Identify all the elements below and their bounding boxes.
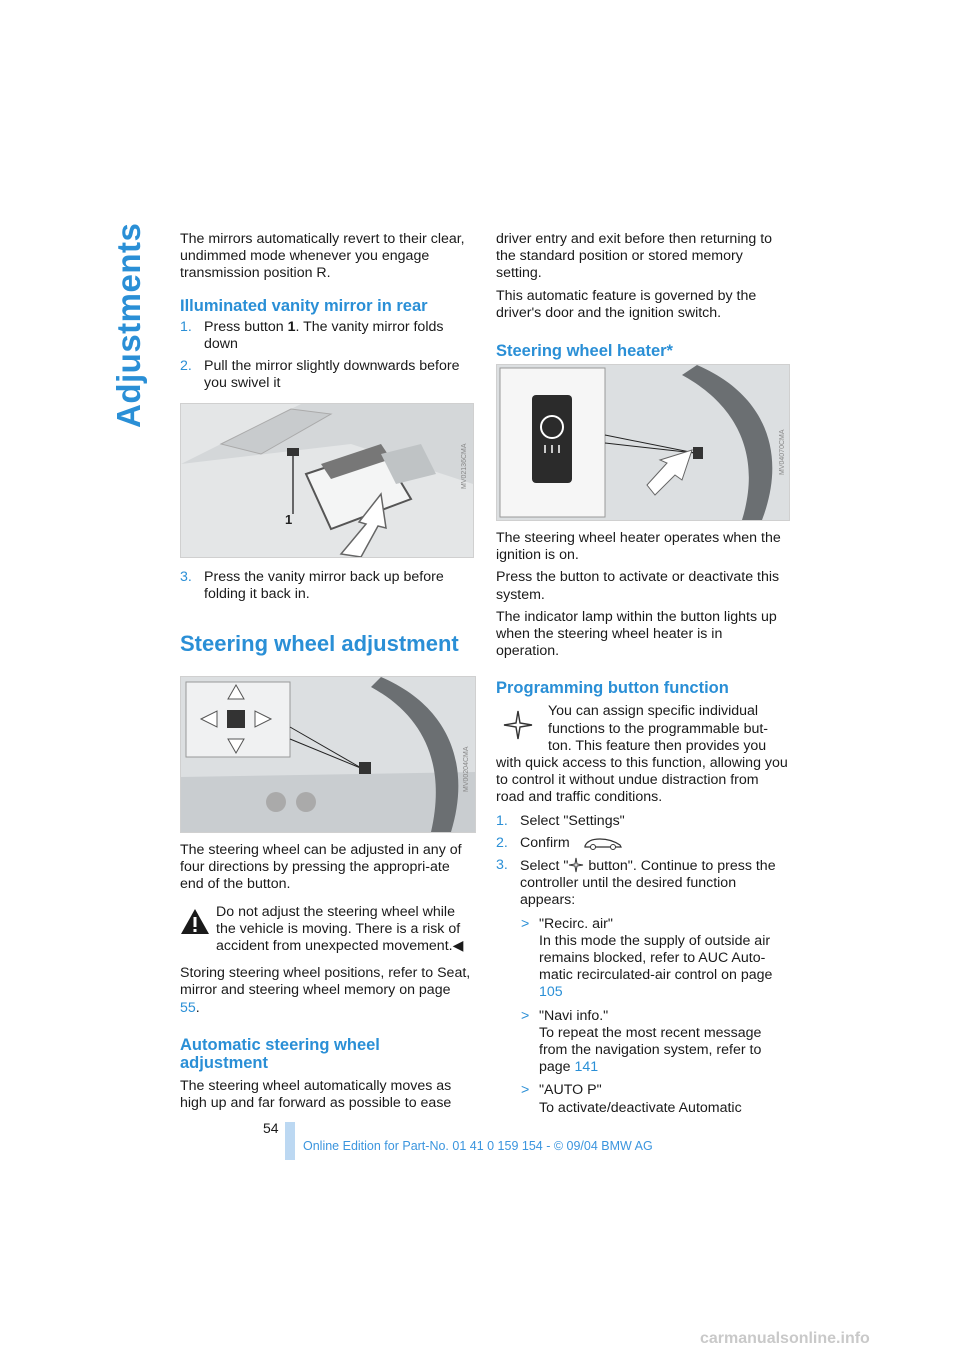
prog-intro bbox=[496, 703, 788, 806]
left-column-3 bbox=[180, 842, 472, 1112]
steering-adjust-figure bbox=[180, 676, 476, 833]
warning-block bbox=[180, 904, 472, 956]
steering-figure-code: MV00204CMA bbox=[463, 746, 470, 792]
vanity-step-2: 2. Pull the mirror slightly downwards before you swivel it bbox=[180, 358, 460, 392]
heater-p1: The steering wheel heater operates when the ignition is on. bbox=[496, 530, 781, 564]
function-list bbox=[496, 916, 788, 1117]
warning-triangle-icon bbox=[180, 908, 210, 935]
heater-illustration bbox=[497, 365, 789, 520]
sidebar-title-text: Adjustments bbox=[110, 222, 147, 428]
heater-p2: Press the button to activate or deactivate this system. bbox=[496, 569, 780, 603]
star-inline-icon bbox=[568, 857, 584, 873]
page-link-141[interactable]: 141 bbox=[574, 1059, 599, 1076]
auto-continued: driver entry and exit before then returning to the standard position or stored memory setting. bbox=[496, 231, 773, 282]
function-item-autop: > "AUTO P" To activate/deactivate Automatic bbox=[521, 1082, 742, 1116]
page-number: 54 bbox=[263, 1120, 279, 1136]
prog-step-1: 1. Select "Settings" bbox=[496, 812, 625, 829]
sidebar-title bbox=[110, 222, 170, 428]
prog-step-3: 3. Select " button". Continue to press the controller until the desired function appears: bbox=[496, 857, 776, 909]
steering-heading: Steering wheel adjustment bbox=[180, 631, 459, 657]
warning-text: Do not adjust the steering wheel while the vehicle is moving. There is a risk of accident from unexpected movement.◀ bbox=[216, 903, 464, 955]
footer-bar bbox=[285, 1122, 295, 1160]
vanity-heading: Illuminated vanity mirror in rear bbox=[180, 296, 428, 315]
programmable-star-icon bbox=[498, 705, 538, 745]
car-icon bbox=[582, 835, 624, 851]
right-column bbox=[496, 231, 788, 360]
prog-intro-rest: with quick access to this function, allowing you to control it without undue distraction from road and traffic conditions. bbox=[496, 755, 788, 806]
intro-paragraph: The mirrors automatically revert to their clear, undimmed mode whenever you engage transmission position R. bbox=[180, 231, 465, 282]
vanity-mirror-illustration bbox=[181, 404, 473, 557]
prog-heading: Programming button function bbox=[496, 679, 729, 698]
auto-body: The steering wheel automatically moves as high up and far forward as possible to ease bbox=[180, 1077, 452, 1112]
prog-intro-side: You can assign specific individual functions to the programmable but-ton. This feature then provides you bbox=[548, 703, 769, 754]
right-column-2 bbox=[496, 530, 788, 1117]
vanity-callout-1: 1 bbox=[285, 512, 293, 527]
vanity-step-1: 1. Press button 1. The vanity mirror folds down bbox=[180, 318, 444, 352]
left-column-2 bbox=[180, 569, 472, 657]
heater-heading: Steering wheel heater* bbox=[496, 342, 673, 361]
footer-edition: Online Edition for Part-No. 01 41 0 159 154 - © 09/04 BMW AG bbox=[303, 1139, 653, 1153]
page-link-55[interactable]: 55 bbox=[180, 999, 196, 1016]
steering-body: The steering wheel can be adjusted in any of four directions by pressing the appropri-ate end of the button. bbox=[180, 842, 462, 893]
vanity-step-3: 3. Press the vanity mirror back up before folding it back in. bbox=[180, 569, 444, 603]
page-link-105[interactable]: 105 bbox=[539, 984, 563, 1001]
governed-paragraph: This automatic feature is governed by the driver's door and the ignition switch. bbox=[496, 287, 757, 321]
heater-figure-code: MV04070CMA bbox=[779, 429, 786, 475]
vanity-figure-code: MV02136CMA bbox=[461, 443, 468, 489]
heater-p3: The indicator lamp within the button lights up when the steering wheel heater is in operation. bbox=[496, 608, 777, 660]
auto-heading: Automatic steering wheel adjustment bbox=[180, 1035, 380, 1072]
storing-paragraph: Storing steering wheel positions, refer to Seat, mirror and steering wheel memory on page 55. bbox=[180, 965, 471, 1016]
prog-step-2: 2. Confirm bbox=[496, 835, 788, 852]
function-item-recirc: > "Recirc. air" In this mode the supply of outside air remains blocked, refer to AUC Auto-matic recirculated-air control on page 105 bbox=[521, 915, 773, 1001]
function-item-navi: > "Navi info." To repeat the most recent message from the navigation system, refer to page 141 bbox=[521, 1007, 762, 1076]
heater-figure bbox=[496, 364, 790, 521]
steering-adjust-illustration bbox=[181, 677, 475, 832]
left-column bbox=[180, 231, 472, 392]
watermark: carmanualsonline.info bbox=[700, 1330, 870, 1347]
vanity-mirror-figure bbox=[180, 403, 474, 558]
